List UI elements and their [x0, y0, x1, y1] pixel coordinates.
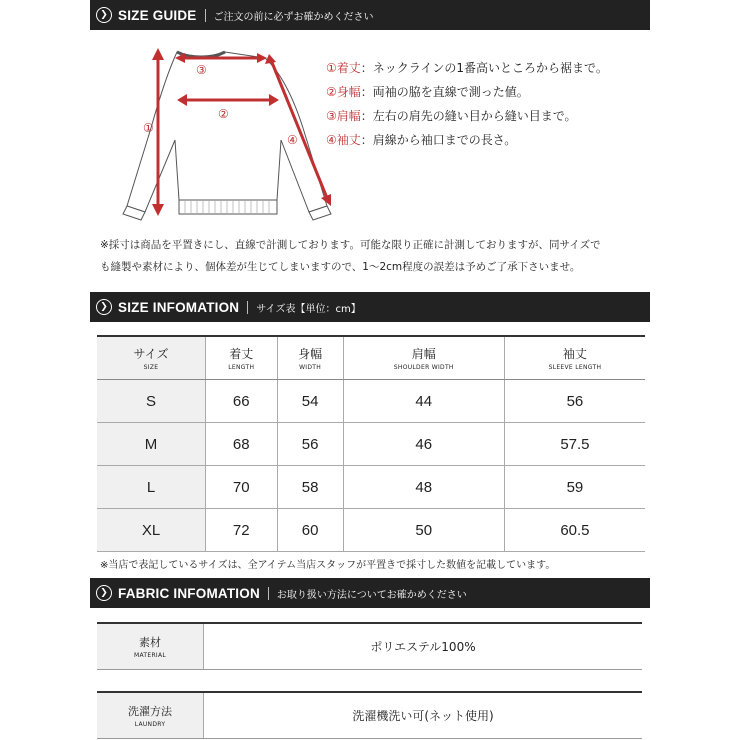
legend-item	[326, 128, 608, 152]
legend-term: 袖丈	[336, 133, 361, 147]
size-cell: M	[97, 423, 206, 466]
length-cell: 66	[206, 380, 278, 423]
column-header: サイズ SIZE	[97, 336, 206, 380]
size-info-title: SIZE INFOMATION	[118, 299, 240, 315]
size-cell: XL	[97, 509, 206, 552]
size-cell: L	[97, 466, 206, 509]
column-header: 袖丈 SLEEVE LENGTH	[504, 336, 645, 380]
length-cell: 68	[206, 423, 278, 466]
sleeve-cell: 57.5	[504, 423, 645, 466]
divider	[205, 9, 206, 22]
legend-description: ：両袖の脇を直線で測った値。	[360, 85, 529, 99]
size-info-subtitle: サイズ表【単位：cm】	[256, 303, 361, 315]
legend-description: ：左右の肩先の縫い目から縫い目まで。	[360, 109, 577, 123]
laundry-label: 洗濯方法 LAUNDRY	[97, 693, 204, 738]
marker-shoulder: ③	[196, 63, 207, 77]
length-cell: 72	[206, 509, 278, 552]
legend-item	[326, 104, 608, 128]
marker-width: ②	[218, 107, 229, 121]
width-cell: 56	[277, 423, 343, 466]
width-cell: 60	[277, 509, 343, 552]
laundry-value: 洗濯機洗い可(ネット使用)	[352, 709, 494, 723]
column-header: 身幅 WIDTH	[277, 336, 343, 380]
divider	[268, 587, 269, 600]
shoulder-cell: 44	[343, 380, 504, 423]
sleeve-cell: 59	[504, 466, 645, 509]
size-info-header	[90, 292, 650, 322]
legend-number: ①	[326, 61, 337, 75]
measurement-note	[100, 234, 645, 278]
fabric-info-header	[90, 578, 650, 608]
marker-sleeve: ④	[287, 133, 298, 147]
table-header-row	[97, 336, 645, 380]
legend-description: ：肩線から袖口までの長さ。	[360, 133, 517, 147]
legend-term: 着丈	[336, 61, 361, 75]
size-cell: S	[97, 380, 206, 423]
legend-description: ：ネックラインの1番高いところから裾まで。	[360, 61, 608, 75]
legend-item	[326, 56, 608, 80]
chevron-right-icon: ❯	[96, 585, 112, 601]
legend-number: ④	[326, 133, 337, 147]
shoulder-cell: 48	[343, 466, 504, 509]
fabric-info-subtitle: お取り扱い方法についてお確かめください	[276, 589, 467, 601]
sleeve-cell: 60.5	[504, 509, 645, 552]
size-guide-subtitle: ご注文の前に必ずお確かめください	[213, 11, 374, 23]
table-row	[97, 423, 645, 466]
sleeve-cell: 56	[504, 380, 645, 423]
size-guide-title: SIZE GUIDE	[118, 7, 197, 23]
material-label: 素材 MATERIAL	[97, 624, 204, 669]
size-table	[97, 335, 645, 552]
column-header: 肩幅 SHOULDER WIDTH	[343, 336, 504, 380]
width-cell: 54	[277, 380, 343, 423]
length-cell: 70	[206, 466, 278, 509]
table-row	[97, 380, 645, 423]
sweater-diagram	[105, 38, 340, 223]
note-line: ※採寸は商品を平置きにし、直線で計測しております。可能な限り正確に計測しておりますが、同サイズで	[100, 239, 601, 251]
chevron-right-icon: ❯	[96, 299, 112, 315]
legend-term: 身幅	[336, 85, 361, 99]
shoulder-cell: 50	[343, 509, 504, 552]
shoulder-cell: 46	[343, 423, 504, 466]
laundry-row	[97, 691, 642, 739]
marker-length: ①	[143, 121, 154, 135]
size-guide-header	[90, 0, 650, 30]
size-note: ※当店で表記しているサイズは、全アイテム当店スタッフが平置きで採寸した数値を記載しています。	[100, 560, 556, 571]
legend-term: 肩幅	[336, 109, 361, 123]
material-value: ポリエステル100%	[370, 640, 476, 654]
divider	[247, 301, 248, 314]
note-line: も縫製や素材により、個体差が生じてしまいますので、1〜2cm程度の誤差は予めご了承下さいませ。	[100, 261, 581, 273]
width-cell: 58	[277, 466, 343, 509]
table-row	[97, 466, 645, 509]
chevron-right-icon: ❯	[96, 7, 112, 23]
legend-number: ②	[326, 85, 337, 99]
measurement-legend	[326, 56, 608, 152]
legend-number: ③	[326, 109, 337, 123]
legend-item	[326, 80, 608, 104]
fabric-info-title: FABRIC INFOMATION	[118, 585, 260, 601]
table-row	[97, 509, 645, 552]
material-row	[97, 622, 642, 670]
column-header: 着丈 LENGTH	[206, 336, 278, 380]
